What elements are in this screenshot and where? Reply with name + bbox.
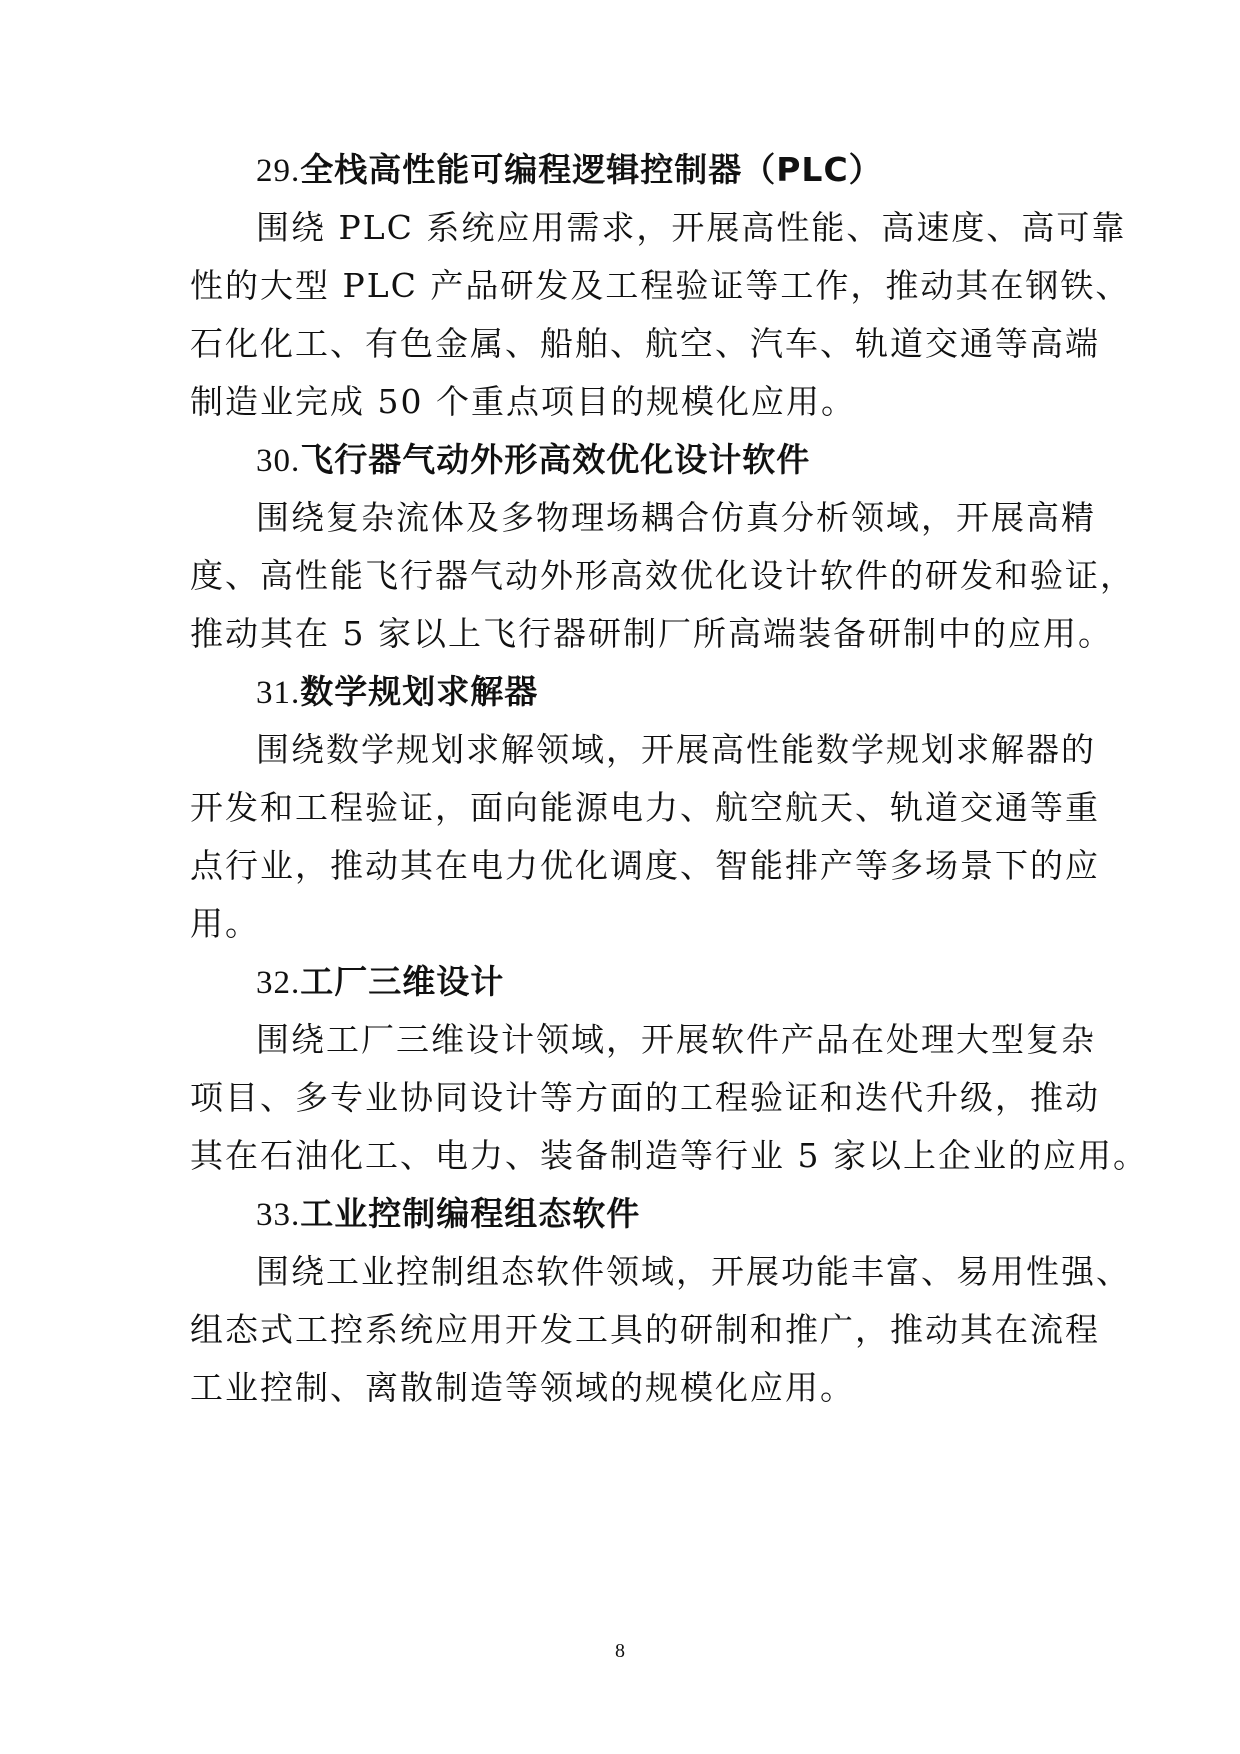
paragraph-line: 点行业，推动其在电力优化调度、智能排产等多场景下的应 bbox=[190, 846, 1100, 885]
paragraph-line: 组态式工控系统应用开发工具的研制和推广，推动其在流程 bbox=[190, 1310, 1100, 1349]
section-title: 飞行器气动外形高效优化设计软件 bbox=[300, 440, 811, 479]
paragraph-line: 项目、多专业协同设计等方面的工程验证和迭代升级，推动 bbox=[190, 1078, 1100, 1117]
section-heading-31 bbox=[256, 672, 538, 712]
section-title: 工业控制编程组态软件 bbox=[300, 1194, 641, 1233]
paragraph-line: 性的大型 PLC 产品研发及工程验证等工作，推动其在钢铁、 bbox=[190, 266, 1131, 305]
section-heading-29 bbox=[256, 150, 883, 190]
paragraph-line: 围绕复杂流体及多物理场耦合仿真分析领域，开展高精 bbox=[256, 498, 1096, 537]
paragraph-line: 石化化工、有色金属、船舶、航空、汽车、轨道交通等高端 bbox=[190, 324, 1100, 363]
paragraph-line: 围绕 PLC 系统应用需求，开展高性能、高速度、高可靠 bbox=[256, 208, 1127, 247]
section-number: 33. bbox=[256, 1197, 301, 1233]
paragraph-line: 制造业完成 50 个重点项目的规模化应用。 bbox=[190, 382, 856, 421]
section-number: 31. bbox=[256, 675, 301, 711]
section-number: 29. bbox=[256, 153, 301, 189]
section-title: 工厂三维设计 bbox=[300, 962, 505, 1001]
paragraph-line: 用。 bbox=[190, 904, 260, 943]
paragraph-line: 度、高性能飞行器气动外形高效优化设计软件的研发和验证， bbox=[190, 556, 1135, 595]
paragraph-line: 围绕工业控制组态软件领域，开展功能丰富、易用性强、 bbox=[256, 1252, 1131, 1291]
section-heading-30 bbox=[256, 440, 810, 480]
section-number: 30. bbox=[256, 443, 301, 479]
paragraph-line: 开发和工程验证，面向能源电力、航空航天、轨道交通等重 bbox=[190, 788, 1100, 827]
section-heading-32 bbox=[256, 962, 504, 1002]
paragraph-line: 推动其在 5 家以上飞行器研制厂所高端装备研制中的应用。 bbox=[190, 614, 1113, 653]
section-heading-33 bbox=[256, 1194, 640, 1234]
paragraph-line: 围绕工厂三维设计领域，开展软件产品在处理大型复杂 bbox=[256, 1020, 1096, 1059]
paragraph-line: 其在石油化工、电力、装备制造等行业 5 家以上企业的应用。 bbox=[190, 1136, 1148, 1175]
section-title: 数学规划求解器 bbox=[300, 672, 539, 711]
paragraph-line: 围绕数学规划求解领域，开展高性能数学规划求解器的 bbox=[256, 730, 1096, 769]
section-title: 全栈高性能可编程逻辑控制器（PLC） bbox=[300, 150, 883, 189]
paragraph-line: 工业控制、离散制造等领域的规模化应用。 bbox=[190, 1368, 855, 1407]
section-number: 32. bbox=[256, 965, 301, 1001]
page-number: 8 bbox=[615, 1640, 625, 1662]
